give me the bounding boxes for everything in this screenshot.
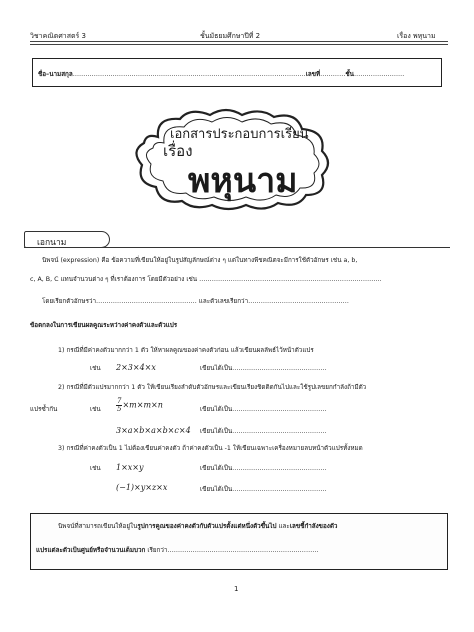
number-label: เลขที่ [305,71,321,78]
header-subject: วิชาคณิตศาสตร์ 3 [30,32,86,40]
definition-line-3: โดยเรียกตัวอักษรว่า………………………………………… และตัวเลขเรียกว่า………………………………………… [42,298,349,305]
example-1: 2×3×4×x [116,363,156,372]
name-field[interactable]: ………………………………………………………………………………………………… [72,71,306,78]
section-rule [24,247,450,248]
header-topic: เรื่อง พหุนาม [397,32,436,40]
example-3: 3×a×b×a×b×c×4 [116,426,191,435]
header-grade: ชั้นมัธยมศึกษาปีที่ 2 [200,32,261,40]
definition-line-1: นิพจน์ (expression) คือ ข้อความที่เขียนให้อยู่ในรูปสัญลักษณ์ต่าง ๆ แต่ในทางพีชคณิตจะมีการใช้ตัวอักษร เช่น a, b, [42,257,358,264]
answer-line[interactable]: เขียนได้เป็น……………………………………… [200,465,327,472]
page-number: 1 [234,585,239,593]
example-4: 1×x×y [116,463,144,472]
document-title: พหุนาม [188,161,298,201]
example-5: (−1)×y×z×x [116,483,168,492]
rule-3: 3) กรณีที่ค่าคงตัวเป็น 1 ไม่ต้องเขียนค่าคงตัว ถ้าค่าคงตัวเป็น -1 ให้เขียนเฉพาะเครื่องหมายลบหน้าตัวแปรทั้งหมด [58,445,363,452]
cloud-line-1: เอกสารประกอบการเรียน [170,127,309,142]
example-label: เช่น [90,465,101,472]
rule-2: 2) กรณีที่มีตัวแปรมากกว่า 1 ตัว ให้เขียนเรียงลำดับตัวอักษรและเขียนเรียงชิดติดกันไปและใช้รูปเลขยกกำลังถ้ามีตัว [58,384,367,391]
student-info-box [32,58,442,87]
header-rule-top [30,41,448,42]
answer-line[interactable]: เขียนได้เป็น……………………………………… [200,428,327,435]
rule-2-cont: แปรซ้ำกัน [30,406,58,413]
answer-line[interactable]: เขียนได้เป็น……………………………………… [200,406,327,413]
rule-1: 1) กรณีที่มีค่าคงตัวมากกว่า 1 ตัว ให้หาผลคูณของค่าคงตัวก่อน แล้วเขียนผลลัพธ์ไว้หน้าตัวแปร [58,347,314,354]
example-label: เช่น [90,365,101,372]
number-field[interactable]: ………… [320,71,346,78]
header-rule-bottom [30,44,448,45]
cloud-line-2: เรื่อง [163,142,193,160]
definition-line-2: c, A, B, C แทนจำนวนต่าง ๆ ที่เราต้องการ โดยมีตัวอย่าง เช่น …………………………………………………………………………… [30,276,382,283]
name-label: ชื่อ–นามสกุล [38,71,73,78]
class-label: ชั้น [345,71,354,78]
example-label: เช่น [90,406,101,413]
summary-line-1: นิพจน์ที่สามารถเขียนให้อยู่ในรูปการคูณของค่าคงตัวกับตัวแปรตั้งแต่หนึ่งตัวขึ้นไป และเลขชี้กำลังของตัว [58,523,338,530]
answer-line[interactable]: เขียนได้เป็น……………………………………… [200,365,327,372]
answer-line[interactable]: เขียนได้เป็น……………………………………… [200,486,327,493]
class-field[interactable]: …………………… [353,71,405,78]
example-2: $\frac{7}{5}$ ×m×m×n [117,397,163,413]
rules-heading: ข้อตกลงในการเขียนผลคูณระหว่างค่าคงตัวและตัวแปร [30,322,178,329]
summary-line-2: แปรแต่ละตัวเป็นศูนย์หรือจำนวนเต็มบวก เรียกว่า……………………………………………………………… [36,547,319,554]
section-title: เอกนาม [24,231,110,248]
